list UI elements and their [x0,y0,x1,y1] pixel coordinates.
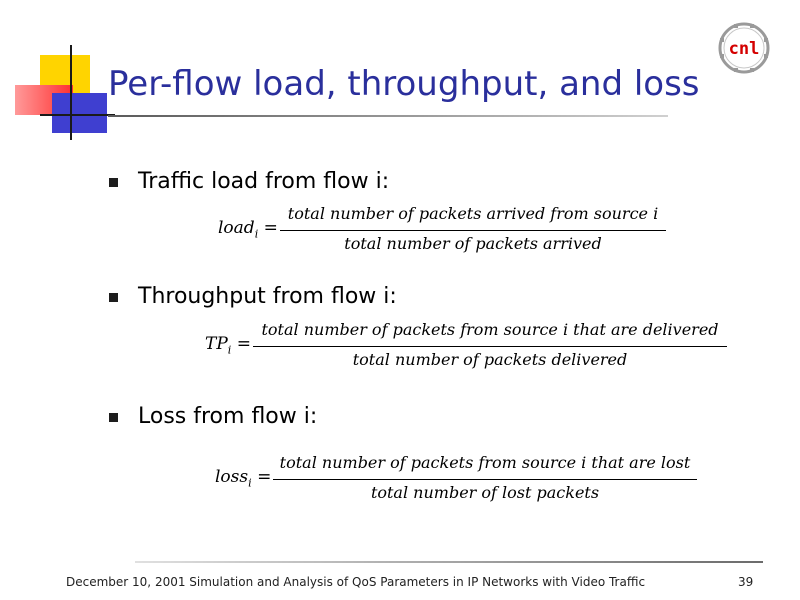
equation-denominator: total number of packets delivered [352,350,628,369]
equation-numerator: total number of packets from source i that are delivered [261,320,719,339]
cnl-logo-icon [716,20,772,76]
decor-vertical-line [70,45,72,140]
equation-denominator: total number of packets arrived [344,234,602,253]
page-number: 39 [738,575,754,589]
equation-numerator: total number of packets arrived from source i [287,204,659,223]
fraction-bar [253,346,727,347]
slide-title: Per-flow load, throughput, and loss [108,64,700,104]
equation-lhs: $TP_i$ = [205,334,251,357]
bullet-throughput: Throughput from flow i: [138,284,397,309]
fraction-bar [280,230,666,231]
equation-denominator: total number of lost packets [370,483,600,502]
svg-text:cnl: cnl [728,39,760,59]
footer-text: December 10, 2001 Simulation and Analysis of QoS Parameters in IP Networks with Video Traffic [66,575,646,589]
bullet-marker [109,178,118,187]
title-underline [108,115,668,117]
footer-divider [135,561,763,563]
decor-blue-square [52,93,107,133]
equation-lhs: loss$_i$ = [215,467,272,490]
bullet-marker [109,293,118,302]
bullet-loss: Loss from flow i: [138,404,318,429]
decor-horizontal-line [40,114,115,116]
bullet-marker [109,413,118,422]
fraction-bar [273,479,697,480]
equation-lhs: load$_i$ = [218,218,278,241]
bullet-traffic-load: Traffic load from flow i: [138,169,390,194]
equation-numerator: total number of packets from source i that are lost [279,453,691,472]
